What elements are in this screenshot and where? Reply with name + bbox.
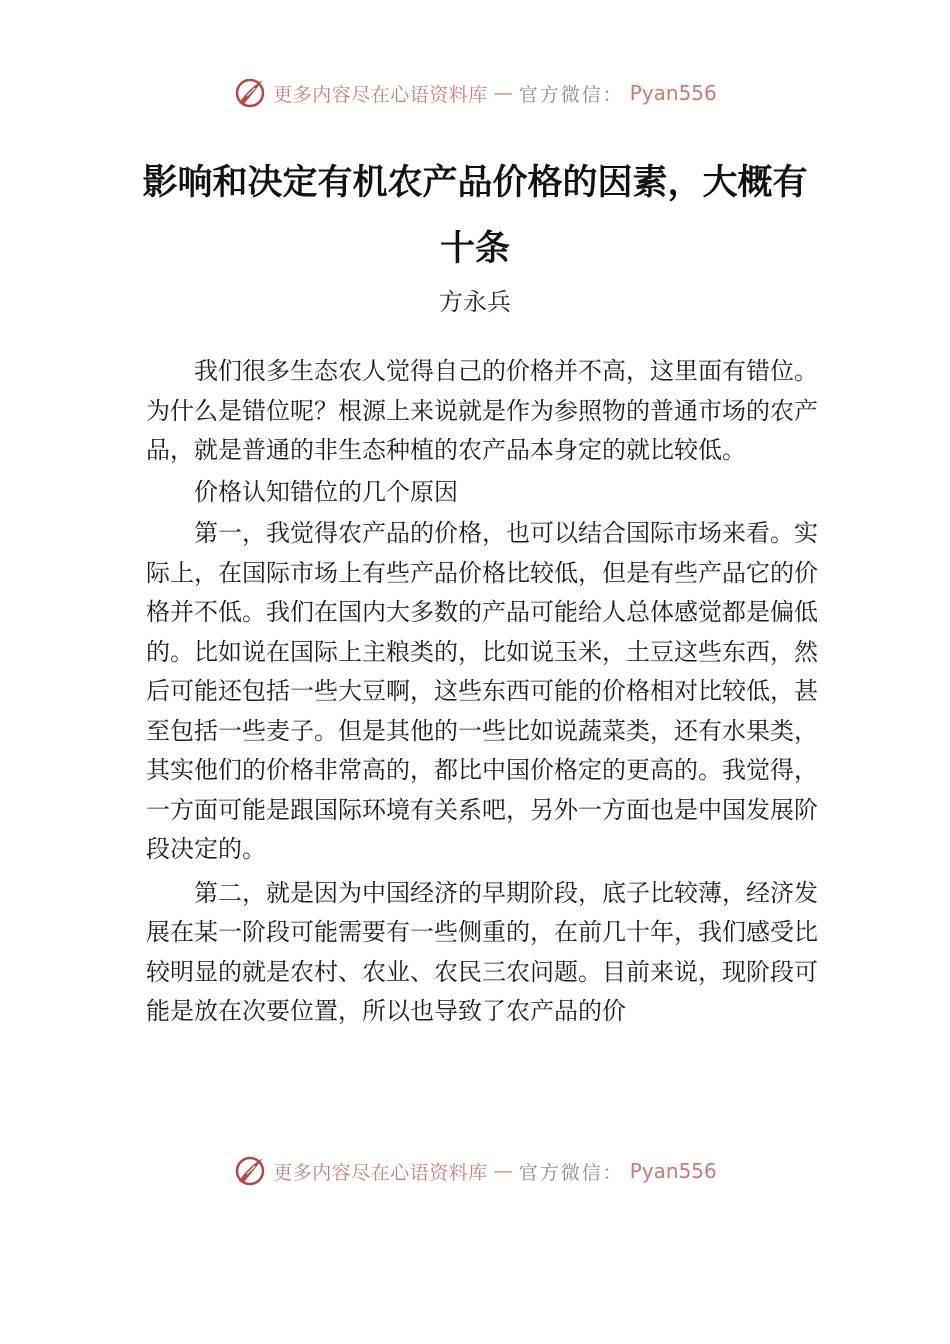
quill-seal-icon <box>233 1154 267 1188</box>
banner-separator: — <box>493 1160 513 1182</box>
body-paragraph: 第二，就是因为中国经济的早期阶段，底子比较薄，经济发展在某一阶段可能需要有一些侧重的，在前几十年，我们感受比较明显的就是农村、农业、农民三农问题。目前来说，现阶段可能是放在次要位置，所以也导致了农产品的价 <box>146 878 818 1025</box>
banner-wechat-id: Pyan556 <box>629 1159 717 1183</box>
section-subheading: 价格认知错位的几个原因 <box>194 477 458 506</box>
document-title: 影响和决定有机农产品价格的因素，大概有十条 <box>142 162 808 269</box>
quill-seal-icon <box>233 76 267 110</box>
banner-slogan: 更多内容尽在心语资料库 <box>273 83 488 106</box>
body-paragraph: 我们很多生态农人觉得自己的价格并不高，这里面有错位。为什么是错位呢？根源上来说就是作为参照物的普通市场的农产品，就是普通的非生态种植的农产品本身定的就比较低。 <box>146 357 818 464</box>
banner-slogan: 更多内容尽在心语资料库 <box>273 1161 488 1184</box>
document-author: 方永兵 <box>439 288 511 316</box>
footer-banner <box>0 1151 950 1191</box>
document-body <box>146 352 818 1032</box>
banner-wechat-label: 官方微信： <box>518 83 624 106</box>
body-paragraph: 第一，我觉得农产品的价格，也可以结合国际市场来看。实际上，在国际市场上有些产品价格比较低，但是有些产品它的价格并不低。我们在国内大多数的产品可能给人总体感觉都是偏低的。比如说在国际上主粮类的，比如说玉米，土豆这些东西，然后可能还包括一些大豆啊，这些东西可能的价格相对比较低，甚至包括一些麦子。但是其他的一些比如说蔬菜类，还有水果类，其实他们的价格非常高的，都比中国价格定的更高的。我觉得，一方面可能是跟国际环境有关系吧，另外一方面也是中国发展阶段决定的。 <box>146 519 818 863</box>
banner-wechat-id: Pyan556 <box>629 81 717 105</box>
banner-wechat-label: 官方微信： <box>518 1161 624 1184</box>
header-banner <box>0 73 950 113</box>
banner-separator: — <box>493 82 513 104</box>
